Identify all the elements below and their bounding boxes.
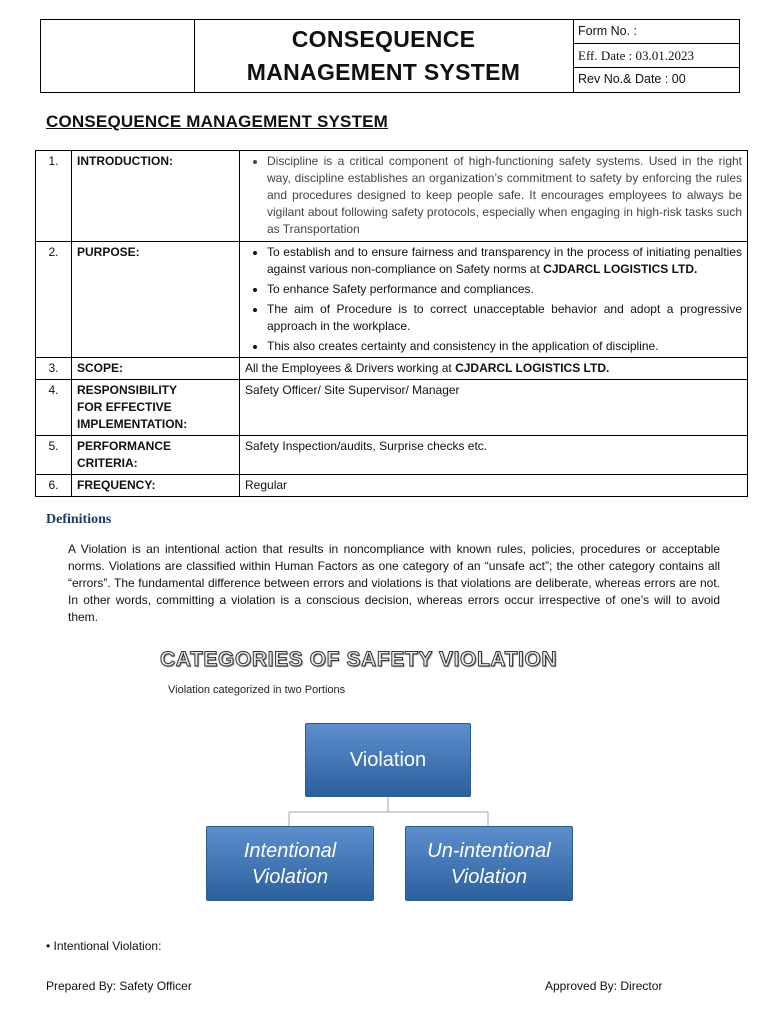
label-line: RESPONSIBILITY — [77, 383, 178, 397]
bullet-text: Intentional Violation: — [53, 939, 162, 953]
row-number: 3. — [36, 358, 72, 380]
approved-by: Approved By: Director — [545, 979, 663, 993]
diagram-title: CATEGORIES OF SAFETY VIOLATION — [160, 648, 558, 671]
definitions-heading: Definitions — [46, 512, 112, 527]
list-item: • To enhance Safety performance and compliances. — [267, 281, 742, 298]
list-item: • The aim of Procedure is to correct unacceptable behavior and adopt a progressive approach in the workplace. — [267, 301, 742, 335]
node-line: Violation — [450, 865, 528, 888]
header-title-line1: CONSEQUENCE — [291, 26, 476, 52]
unintentional-violation-node — [405, 826, 573, 901]
row-number: 2. — [36, 242, 72, 358]
row-value: Safety Inspection/audits, Surprise checks etc. — [240, 436, 748, 475]
purpose-text: To establish and to ensure fairness and transparency in the process of initiating penalties against various non-compliance on Safety norms at — [267, 245, 742, 276]
intentional-violation-node — [206, 826, 374, 901]
company-name: CJDARCL LOGISTICS LTD. — [543, 262, 698, 276]
scope-text: All the Employees & Drivers working at — [245, 361, 452, 375]
label-line: IMPLEMENTATION: — [77, 417, 188, 431]
row-number: 5. — [36, 436, 72, 475]
form-number: Form No. : — [573, 20, 739, 44]
row-label: PERFORMANCE CRITERIA: — [72, 436, 240, 475]
row-number: 6. — [36, 475, 72, 497]
list-item: • This also creates certainty and consistency in the application of discipline. — [267, 338, 742, 355]
revision-number: Rev No.& Date : 00 — [578, 72, 686, 86]
row-label: INTRODUCTION: — [72, 151, 240, 242]
label-line: FOR EFFECTIVE — [77, 400, 172, 414]
company-name: CJDARCL LOGISTICS LTD. — [455, 361, 610, 375]
row-value: Regular — [240, 475, 748, 497]
node-line: Intentional — [243, 839, 337, 862]
document-title: CONSEQUENCE MANAGEMENT SYSTEM — [46, 112, 389, 131]
row-value: Safety Officer/ Site Supervisor/ Manager — [240, 380, 748, 436]
diagram-subtitle: Violation categorized in two Portions — [168, 684, 346, 696]
header-title-line2: MANAGEMENT SYSTEM — [246, 59, 521, 85]
node-line: Un-intentional — [427, 839, 551, 862]
bullet-item: • Intentional Violation: — [46, 939, 162, 953]
row-number: 1. — [36, 151, 72, 242]
row-label: PURPOSE: — [72, 242, 240, 358]
row-number: 4. — [36, 380, 72, 436]
list-item: • Discipline is a critical component of high-functioning safety systems. Used in the right way, discipline establishes an organization’s commitment to safety by enforcing the rules and procedures designed to keep people safe. It encourages employees to always be vigilant about following safety protocols, especially when engaging in high-risk tasks such as Transportation — [267, 153, 742, 238]
definitions-body: A Violation is an intentional action that results in noncompliance with known rules, policies, procedures or acceptable norms. Violations are classified within Human Factors as one category of an “unsafe act”; the other category contains all “errors”. The fundamental difference between errors and violations is that violations are deliberate, whereas errors are not. In other words, committing a violation is a conscious decision, whereas errors occur irrespective of one’s will to avoid them. — [68, 542, 720, 624]
row-label: FREQUENCY: — [72, 475, 240, 497]
prepared-by: Prepared By: Safety Officer — [46, 979, 192, 993]
violation-root-node: Violation — [305, 723, 471, 797]
row-label: SCOPE: — [72, 358, 240, 380]
effective-date: Eff. Date : 03.01.2023 — [573, 44, 739, 68]
node-line: Violation — [251, 865, 329, 888]
